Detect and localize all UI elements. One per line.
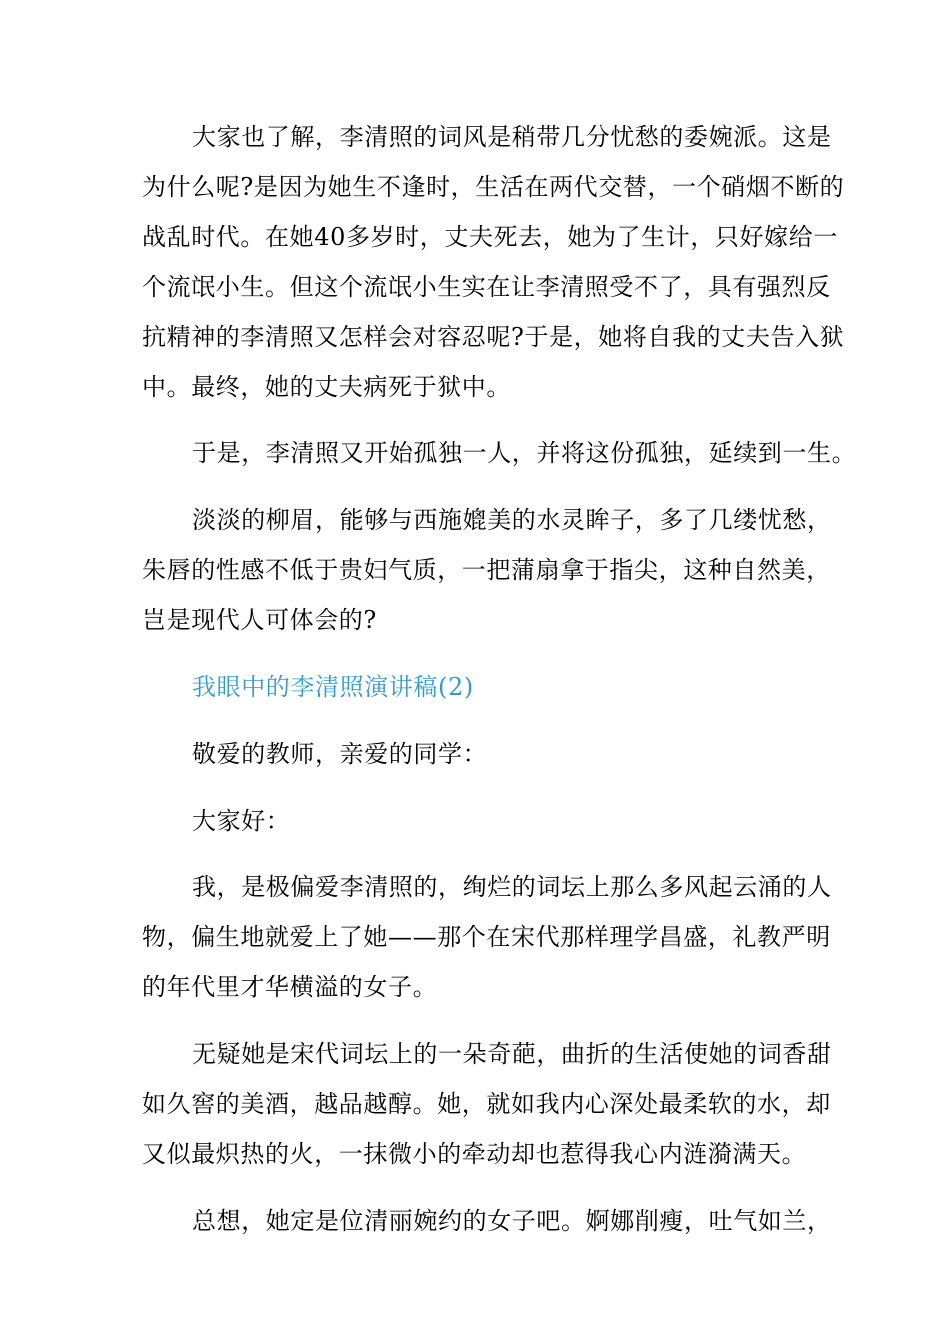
text-line: 又似最炽热的火，一抹微小的牵动却也惹得我心内涟漪满天。: [142, 1140, 807, 1168]
text-line: 淡淡的柳眉，能够与西施媲美的水灵眸子，多了几缕忧愁，: [192, 506, 832, 534]
text-line: 抗精神的李清照又怎样会对容忍呢?于是，她将自我的丈夫告入狱: [142, 323, 845, 351]
text-line: 如久窖的美酒，越品越醇。她，就如我内心深处最柔软的水，却: [142, 1090, 831, 1118]
text-line: 个流氓小生。但这个流氓小生实在让李清照受不了，具有强烈反: [142, 273, 831, 301]
text-line: 总想，她定是位清丽婉约的女子吧。婀娜削瘦，吐气如兰，: [192, 1207, 832, 1235]
text-line: 大家好：: [192, 807, 291, 835]
text-line: 大家也了解，李清照的词风是稍带几分忧愁的委婉派。这是: [192, 123, 832, 151]
paragraph-8: [142, 1196, 832, 1246]
section-heading: [142, 662, 822, 712]
paragraph-2: [142, 428, 857, 478]
paragraph-6: [142, 862, 832, 1012]
text-line: 敬爱的教师，亲爱的同学：: [192, 740, 488, 768]
text-line: 物，偏生地就爱上了她——那个在宋代那样理学昌盛，礼教严明: [142, 923, 831, 951]
text-line: 朱唇的性感不低于贵妇气质，一把蒲扇拿于指尖，这种自然美，: [142, 556, 831, 584]
heading-text: 我眼中的李清照演讲稿(2): [192, 673, 474, 701]
paragraph-7: [142, 1029, 832, 1179]
text-line: 我，是极偏爱李清照的，绚烂的词坛上那么多风起云涌的人: [192, 873, 832, 901]
text-line: 于是，李清照又开始孤独一人，并将这份孤独，延续到一生。: [192, 439, 857, 467]
paragraph-1: [142, 112, 845, 412]
paragraph-salutation: [142, 729, 822, 779]
paragraph-greeting: [142, 796, 822, 846]
text-line: 中。最终，她的丈夫病死于狱中。: [142, 373, 511, 401]
text-line: 为什么呢?是因为她生不逢时，生活在两代交替，一个硝烟不断的: [142, 173, 845, 201]
text-line: 岂是现代人可体会的?: [142, 606, 377, 634]
text-line: 战乱时代。在她40多岁时，丈夫死去，她为了生计，只好嫁给一: [142, 223, 838, 251]
text-line: 的年代里才华横溢的女子。: [142, 973, 438, 1001]
paragraph-3: [142, 495, 832, 645]
text-line: 无疑她是宋代词坛上的一朵奇葩，曲折的生活使她的词香甜: [192, 1040, 832, 1068]
